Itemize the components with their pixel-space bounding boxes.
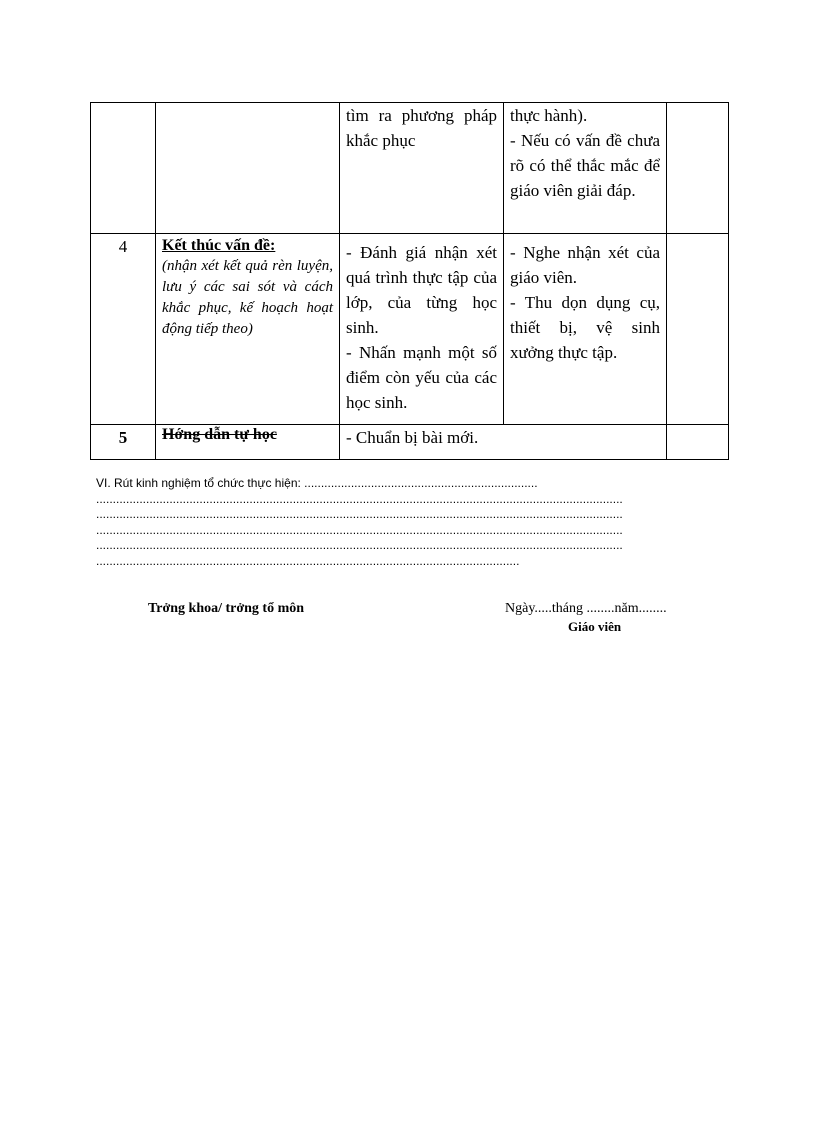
activity-cell (156, 425, 340, 460)
merged-activity-cell: - Chuẩn bị bài mới. (340, 425, 667, 460)
student-activity-text: - Thu dọn dụng cụ, thiết bị, vệ sinh xưởng thực tập. (510, 293, 660, 362)
teacher-activity-cell (340, 103, 504, 234)
student-activity-text: - Nghe nhận xét của giáo viên. (510, 243, 660, 287)
activity-title: Hớng dẫn tự học (162, 426, 277, 443)
teacher-activity-text: - Đánh giá nhận xét quá trình thực tập của lớp, của từng học sinh. (346, 243, 497, 337)
activity-cell (156, 103, 340, 234)
department-head-signature: Trởng khoa/ trởng tổ môn (148, 601, 305, 616)
teacher-activity-text: - Nhấn mạnh một số điểm còn yếu của các học sinh. (346, 343, 497, 412)
dotted-line: .............................................................................................................................................................. (96, 507, 623, 521)
lesson-table (90, 102, 729, 460)
row-number: 4 (91, 234, 156, 425)
student-activity-cell (504, 103, 667, 234)
extra-cell (667, 425, 729, 460)
table-row (91, 425, 729, 460)
student-activity-text: thực hành). (510, 106, 588, 125)
activity-cell (156, 234, 340, 425)
row-number: 5 (91, 425, 156, 460)
dotted-line: .............................................................................................................................................................. (96, 538, 623, 552)
row-number (91, 103, 156, 234)
student-activity-cell (504, 234, 667, 425)
activity-title: Kết thúc vấn đề: (162, 237, 276, 254)
teacher-activity-text: tìm ra phương pháp khắc phục (346, 106, 497, 150)
date-line: Ngày.....tháng ........năm........ (505, 601, 667, 616)
experience-section (96, 476, 726, 569)
experience-heading: VI. Rút kinh nghiệm tổ chức thực hiện: ...................................................................... (96, 476, 538, 490)
dotted-line: ............................................................................................................................... (96, 553, 520, 568)
dotted-line: .............................................................................................................................................................. (96, 491, 623, 506)
student-activity-text: - Nếu có vấn đề chưa rõ có thể thắc mắc để giáo viên giải đáp. (510, 131, 660, 200)
teacher-signature: Giáo viên (568, 619, 622, 634)
teacher-activity-cell (340, 234, 504, 425)
extra-cell (667, 103, 729, 234)
activity-note: (nhận xét kết quả rèn luyện, lưu ý các sai sót và cách khắc phục, kế hoạch hoạt động tiếp theo) (162, 258, 333, 337)
table-row (91, 234, 729, 425)
table-row (91, 103, 729, 234)
extra-cell (667, 234, 729, 425)
dotted-line: .............................................................................................................................................................. (96, 522, 623, 537)
